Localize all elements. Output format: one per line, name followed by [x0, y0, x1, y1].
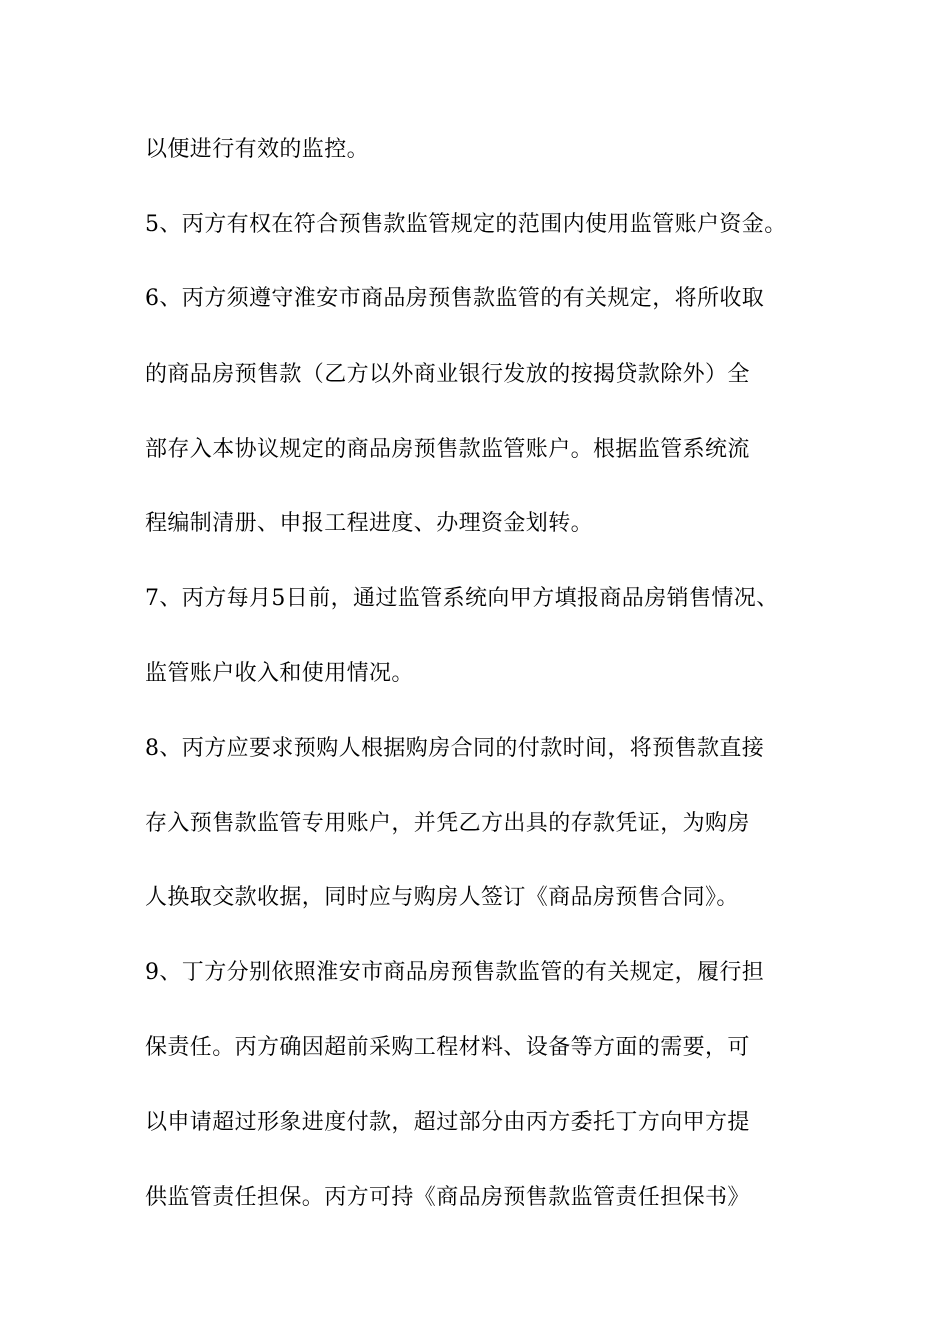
text-line: 部存入本协议规定的商品房预售款监管账户。根据监管系统流	[145, 437, 750, 462]
text-line: 供监管责任担保。丙方可持《商品房预售款监管责任担保书》	[145, 1185, 750, 1210]
text-line: 9、丁方分别依照淮安市商品房预售款监管的有关规定，履行担	[145, 960, 765, 985]
text-line: 存入预售款监管专用账户，并凭乙方出具的存款凭证，为购房	[145, 811, 750, 836]
text-line: 保责任。丙方确因超前采购工程材料、设备等方面的需要，可	[145, 1035, 750, 1060]
text-line: 5、丙方有权在符合预售款监管规定的范围内使用监管账户资金。	[145, 212, 787, 237]
text-line: 的商品房预售款（乙方以外商业银行发放的按揭贷款除外）全	[145, 362, 750, 387]
text-line: 以便进行有效的监控。	[145, 137, 370, 162]
text-line: 人换取交款收据，同时应与购房人签订《商品房预售合同》。	[145, 885, 739, 910]
text-line: 7、丙方每月5日前，通过监管系统向甲方填报商品房销售情况、	[145, 586, 779, 611]
text-line: 程编制清册、申报工程进度、办理资金划转。	[145, 511, 594, 536]
text-line: 8、丙方应要求预购人根据购房合同的付款时间，将预售款直接	[145, 736, 765, 761]
text-line: 以申请超过形象进度付款，超过部分由丙方委托丁方向甲方提	[145, 1110, 750, 1135]
text-line: 6、丙方须遵守淮安市商品房预售款监管的有关规定，将所收取	[145, 286, 765, 311]
text-line: 监管账户收入和使用情况。	[145, 661, 414, 686]
